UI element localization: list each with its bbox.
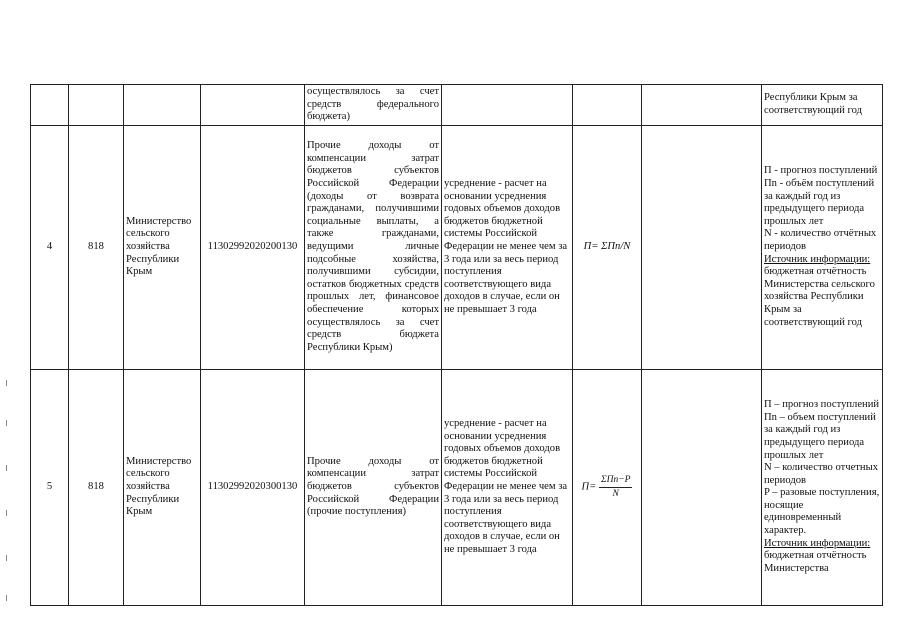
table-row-4 bbox=[31, 125, 883, 369]
cell-legend bbox=[762, 369, 883, 605]
cell-revenue-name: осуществлялось за счет средств федерального бюджета) bbox=[305, 85, 442, 126]
cell-kbk bbox=[201, 85, 305, 126]
binding-marks bbox=[4, 380, 10, 610]
source-text: бюджетная отчётность Министерства сельского хозяйства Республики Крым за соответствующий год bbox=[764, 266, 875, 328]
cell-row-number: 5 bbox=[31, 369, 69, 605]
cell-admin-name: Министерство сельского хозяйства Республики Крым bbox=[124, 369, 201, 605]
cell-legend bbox=[762, 125, 883, 369]
formula-left: П= bbox=[581, 481, 597, 493]
cell-formula bbox=[573, 85, 642, 126]
formula-text: П= ΣПn/N bbox=[583, 240, 631, 252]
cell-kbk-code: 11302992020200130 bbox=[201, 125, 305, 369]
formula-numerator: ΣПn−P bbox=[599, 474, 632, 488]
cell-admin bbox=[124, 85, 201, 126]
cell-code bbox=[69, 85, 124, 126]
formula-denominator: N bbox=[612, 488, 619, 499]
legend-line: P – разовые поступления, носящие единовременный характер. bbox=[764, 487, 880, 537]
cell-formula bbox=[573, 369, 642, 605]
cell-kbk-code: 11302992020300130 bbox=[201, 369, 305, 605]
legend-line: П - прогноз поступлений bbox=[764, 165, 878, 177]
cell-num bbox=[31, 85, 69, 126]
cell-formula bbox=[573, 125, 642, 369]
source-text: бюджетная отчётность Министерства bbox=[764, 550, 867, 574]
cell-calc-method: усреднение - расчет на основании усреднения годовых объемов доходов бюджетов бюджетной системы Российской Федерации не менее чем за 3 года или за весь период поступления соответствующего вида доходов в случае, если он не превышает 3 года bbox=[442, 369, 573, 605]
cell-row-number: 4 bbox=[31, 125, 69, 369]
cell-admin-name: Министерство сельского хозяйства Республики Крым bbox=[124, 125, 201, 369]
source-label: Источник информации: bbox=[764, 537, 871, 549]
legend-line: N - количество отчётных периодов bbox=[764, 228, 877, 252]
cell-calc-method: усреднение - расчет на основании усреднения годовых объемов доходов бюджетов бюджетной системы Российской Федерации не менее чем за 3 года или за весь период поступления соответствующего вида доходов в случае, если он не превышает 3 года bbox=[442, 125, 573, 369]
cell-blank bbox=[642, 85, 762, 126]
table-row-5 bbox=[31, 369, 883, 605]
legend-line: N – количество отчетных периодов bbox=[764, 462, 878, 486]
cell-method bbox=[442, 85, 573, 126]
formula-fraction bbox=[599, 474, 632, 500]
cell-admin-code: 818 bbox=[69, 369, 124, 605]
table-row-continuation bbox=[31, 85, 883, 126]
cell-source-tail: Республики Крым за соответствующий год bbox=[762, 85, 883, 126]
legend-line: Пn - объём поступлений за каждый год из предыдущего периода прошлых лет bbox=[764, 178, 875, 227]
cell-admin-code: 818 bbox=[69, 125, 124, 369]
revenue-forecast-table bbox=[30, 84, 883, 606]
legend-line: П – прогноз поступлений bbox=[764, 399, 880, 411]
cell-blank bbox=[642, 369, 762, 605]
legend-line: Пn – объем поступлений за каждый год из предыдущего периода прошлых лет bbox=[764, 411, 876, 461]
source-label: Источник информации: bbox=[764, 253, 871, 265]
cell-revenue-name: Прочие доходы от компенсации затрат бюджетов субъектов Российской Федерации (прочие поступления) bbox=[305, 369, 442, 605]
cell-blank bbox=[642, 125, 762, 369]
cell-revenue-name: Прочие доходы от компенсации затрат бюджетов субъектов Российской Федерации (доходы от возврата гражданами, получившими социальные выплаты, а также гражданами, ведущими личные подсобные хозяйства, получившими субсидии, остатков бюджетных средств прошлых лет, финансовое обеспечение которых осуществлялось за счет средств бюджета Республики Крым) bbox=[305, 125, 442, 369]
